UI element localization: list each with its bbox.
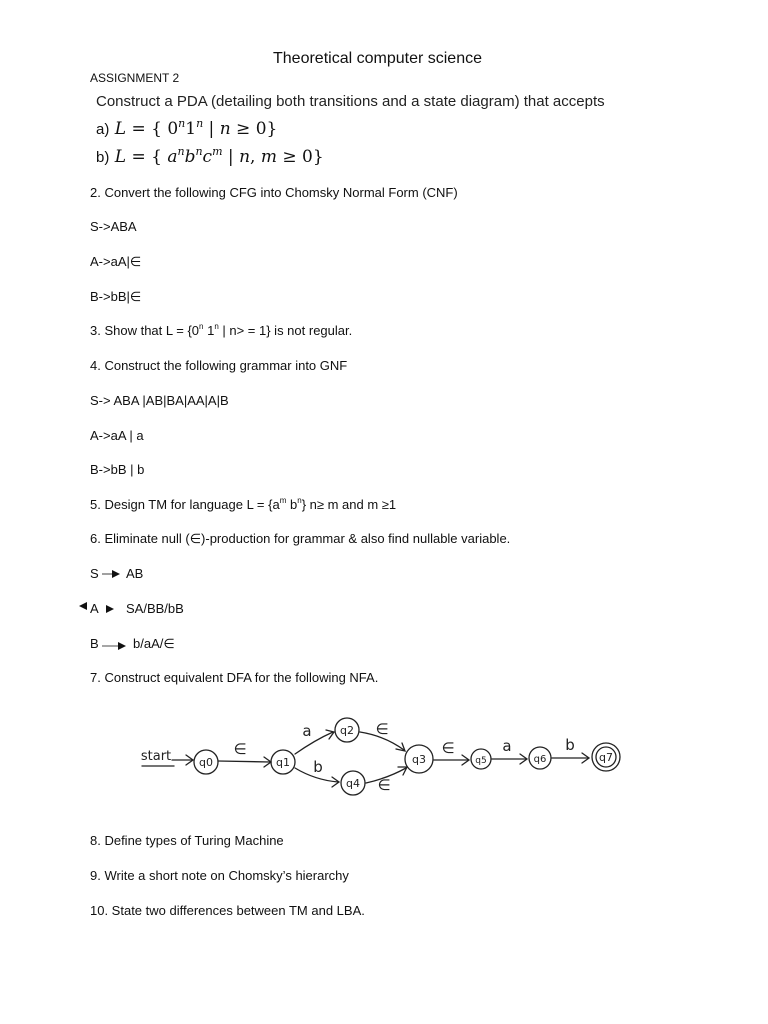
q7-text: 7. Construct equivalent DFA for the following NFA. — [90, 670, 379, 685]
q6-rule-a-rhs: SA/BB/bB — [126, 601, 184, 616]
state-q4-label: q4 — [346, 777, 360, 790]
q1-b-formula: L = { $a^nb^nc^m$ | n, m ≥ 0} — [114, 145, 324, 167]
state-q6-label: q6 — [533, 754, 547, 765]
q9-text: 9. Write a short note on Chomsky’s hierarchy — [90, 868, 349, 883]
q3-mid: 1 — [203, 323, 215, 338]
q5-sup1: m — [279, 496, 287, 505]
start-label: start — [140, 749, 172, 764]
q5-prefix: 5. Design TM for language L = {a — [90, 497, 280, 512]
state-q5-label: q5 — [475, 756, 487, 766]
q3-sup1: n — [199, 322, 204, 331]
edge-label-q0-q1: ∈ — [233, 740, 247, 758]
arrow-icon — [102, 568, 122, 580]
arrow-icon — [102, 640, 128, 652]
edge-q0-q1 — [218, 761, 270, 762]
edge-q1-q2 — [295, 732, 333, 754]
q5-sup2: n — [297, 496, 302, 505]
q2-rule: B->bB|∈ — [90, 289, 142, 304]
edge-label-q6-q7: b — [565, 736, 575, 754]
edge-label-q1-q2: a — [302, 722, 312, 740]
q1-part-a — [96, 118, 277, 142]
q4-rule: A->aA | a — [90, 428, 144, 443]
q1-intro: Construct a PDA (detailing both transitions and a state diagram) that accepts — [96, 93, 605, 110]
edge-label-q2-q3: ∈ — [375, 720, 389, 738]
q6-rule-b-rhs: b/aA/∈ — [133, 636, 175, 651]
q2-rule: A->aA|∈ — [90, 254, 142, 269]
edge-label-q4-q3: ∈ — [377, 776, 391, 794]
page-title: Theoretical computer science — [273, 50, 482, 67]
q8-text: 8. Define types of Turing Machine — [90, 833, 284, 848]
edge-label-q5-q6: a — [502, 737, 512, 755]
edge-label-q1-q4: b — [313, 758, 323, 776]
q6-rule-s-lhs: S — [90, 566, 99, 581]
q5-mid: b — [286, 497, 298, 512]
q4-text: 4. Construct the following grammar into GNF — [90, 358, 348, 373]
state-q0-label: q0 — [199, 756, 213, 769]
q6-rule-a-lhs: A — [90, 601, 99, 616]
q6-rule-b-lhs: B — [90, 636, 99, 651]
q1-b-label: b) — [96, 149, 110, 166]
q1-a-label: a) — [96, 121, 110, 138]
q10-text: 10. State two differences between TM and LBA. — [90, 903, 365, 918]
q3-sup2: n — [214, 322, 219, 331]
q4-rule: S-> ABA |AB|BA|AA|A|B — [90, 393, 229, 408]
q2-rule: S->ABA — [90, 219, 137, 234]
q6-text: 6. Eliminate null (∈)-production for grammar & also find nullable variable. — [90, 531, 511, 546]
bullet-arrow-icon — [78, 601, 90, 613]
q1-part-b — [96, 146, 324, 170]
assignment-label: ASSIGNMENT 2 — [90, 71, 180, 85]
q5-text — [90, 497, 396, 515]
q6-rule-s-rhs: AB — [126, 566, 144, 581]
q2-text: 2. Convert the following CFG into Chomsky Normal Form (CNF) — [90, 185, 458, 200]
q3-prefix: 3. Show that L = {0 — [90, 323, 200, 338]
nfa-diagram — [130, 710, 630, 805]
q3-text — [90, 323, 352, 341]
state-q7-label: q7 — [599, 751, 613, 764]
state-q1-label: q1 — [276, 756, 290, 769]
q1-a-formula: L = { 0$^n$1$^n$ | n ≥ 0} — [114, 117, 278, 139]
q3-suffix: | n> = 1} is not regular. — [218, 323, 353, 338]
state-q3-label: q3 — [412, 753, 426, 766]
q5-suffix: } n≥ m and m ≥1 — [301, 497, 397, 512]
q4-rule: B->bB | b — [90, 462, 145, 477]
edge-label-q3-q5: ∈ — [441, 739, 455, 757]
arrow-icon — [104, 603, 120, 615]
state-q2-label: q2 — [340, 724, 354, 737]
